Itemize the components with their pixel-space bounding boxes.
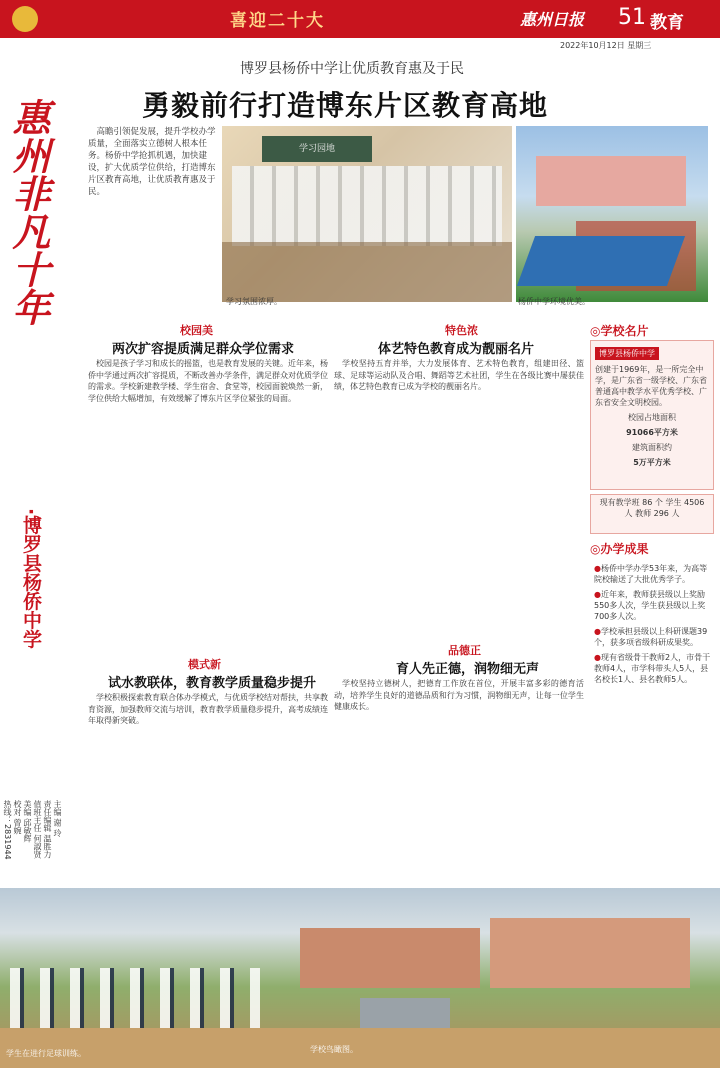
credit-line: 美编 邱敏辉 xyxy=(23,800,32,843)
building-figure xyxy=(490,918,690,988)
section-heading: 试水教联体，教育教学质量稳步提升 xyxy=(108,676,317,691)
photo2-caption: 杨侨中学环境优美。 xyxy=(518,297,590,306)
stats-card xyxy=(590,494,714,534)
classroom-photo xyxy=(222,126,512,302)
credit-line: 校对 曾婉 xyxy=(13,800,22,835)
slogan: 喜迎二十大 xyxy=(230,11,325,31)
achievement-item: ●学校承担县级以上科研课题39个，获多项省级科研成果奖。 xyxy=(594,627,708,647)
bullet-icon: ● xyxy=(594,653,601,662)
campus-photo xyxy=(516,126,708,302)
achievements-heading: ◎办学成果 xyxy=(590,542,649,556)
bottom-caption-left: 学生在进行足球训练。 xyxy=(6,1049,86,1058)
section-tag: 校园美 xyxy=(180,324,213,337)
school-tag: 博罗县杨侨中学 xyxy=(595,347,659,360)
school-card xyxy=(590,340,714,490)
achievements xyxy=(590,540,716,687)
bottom-photo xyxy=(0,888,720,1068)
bottom-caption-mid: 学校鸟瞰图。 xyxy=(310,1045,358,1054)
school-intro: 创建于1969年，是一所完全中学，是广东省一级学校、广东省普通高中教学水平优秀学校、广东省安全文明校园。 xyxy=(595,365,707,407)
masthead xyxy=(0,0,720,38)
section-name: 教育 xyxy=(650,13,684,33)
article-subtitle: 博罗县杨侨中学让优质教育惠及于民 xyxy=(240,61,464,77)
section-body: 学校坚持立德树人，把德育工作放在首位，开展丰富多彩的德育活动，培养学生良好的道德品质和行为习惯，润物细无声，让每一位学生健康成长。 xyxy=(334,679,584,711)
achievement-item: ●近年来，教师获县级以上奖励550多人次，学生获县级以上奖700多人次。 xyxy=(594,590,706,621)
paper-name: 惠州日报 xyxy=(520,10,585,29)
students-figure xyxy=(232,166,502,246)
page-number: 51 xyxy=(618,5,646,30)
credit-line: 热线：2831944 xyxy=(3,800,12,860)
lead-paragraph: 高瞻引领促发展，提升学校办学质量，全面落实立德树人根本任务。杨侨中学抢抓机遇，加快建设，扩大优质学位供给，打造博东片区教育高地，让优质教育惠及于民。 xyxy=(88,127,216,197)
section-heading: 体艺特色教育成为靓丽名片 xyxy=(378,342,535,357)
party-emblem-icon xyxy=(12,6,38,32)
credit-line: 值班主任 何淑贤 xyxy=(33,800,42,859)
achievement-item: ●杨侨中学办学53年来，为高等院校输送了大批优秀学子。 xyxy=(594,564,708,584)
court-figure xyxy=(517,236,685,286)
section-body: 学校积极探索教育联合体办学模式，与优质学校结对帮扶，共享教育资源，加强教师交流与培训，教育教学质量稳步提升，高考成绩连年取得新突破。 xyxy=(88,693,328,725)
bullet-icon: ● xyxy=(594,590,601,599)
bullet-icon: ● xyxy=(594,564,601,573)
achievement-item: ●现有省级骨干教师2人，市骨干教师4人，市学科带头人5人，县名校长1人、县名教师5人。 xyxy=(594,653,711,684)
section-tag: 特色浓 xyxy=(445,324,478,337)
section-heading: 育人先正德，润物细无声 xyxy=(396,662,540,677)
students-figure xyxy=(10,968,260,1028)
bullet-icon: ● xyxy=(594,627,601,636)
vertical-title: 惠州非凡十年 xyxy=(6,98,50,326)
class-stats: 现有教学班 86 个 学生 4506 人 教师 296 人 xyxy=(599,498,705,518)
credit-line: 主编 谢 玲 xyxy=(53,800,62,838)
article-title: 勇毅前行打造博东片区教育高地 xyxy=(142,89,549,122)
section-body: 学校坚持五育并举，大力发展体育、艺术特色教育，组建田径、篮球、足球等运动队及合唱、舞蹈等艺术社团，学生在各级比赛中屡获佳绩，体艺特色教育已成为学校的靓丽名片。 xyxy=(334,359,584,391)
field-figure xyxy=(0,1028,720,1068)
credit-line: 责任编辑 温胜力 xyxy=(43,800,52,859)
building-figure xyxy=(536,156,686,206)
board-sign: 学习园地 xyxy=(262,136,372,162)
area-value: 91066平方米 xyxy=(626,428,678,437)
section-body: 校园是孩子学习和成长的摇篮，也是教育发展的关键。近年来，杨侨中学通过两次扩容提质，不断改善办学条件，满足群众对优质学位的需求。学校新建教学楼、学生宿舍、食堂等，校园面貌焕然一新，学位供给大幅增加，有效缓解了博东片区学位紧张的局面。 xyxy=(88,359,328,403)
vertical-subtitle: ·博罗县杨侨中学 xyxy=(20,508,42,649)
photo1-caption: 学习氛围浓厚。 xyxy=(226,297,282,306)
building-figure xyxy=(300,928,480,988)
famous-heading: ◎学校名片 xyxy=(590,324,649,338)
left-sidebar xyxy=(0,38,60,888)
section-heading: 两次扩容提质满足群众学位需求 xyxy=(112,342,295,357)
building-value: 5万平方米 xyxy=(633,458,671,467)
dateline: 2022年10月12日 星期三 xyxy=(560,41,652,50)
building-label: 建筑面积约 xyxy=(632,443,672,452)
area-label: 校园占地面积 xyxy=(628,413,676,422)
section-tag: 品德正 xyxy=(448,644,481,657)
desks-figure xyxy=(222,242,512,302)
section-tag: 模式新 xyxy=(188,658,221,671)
